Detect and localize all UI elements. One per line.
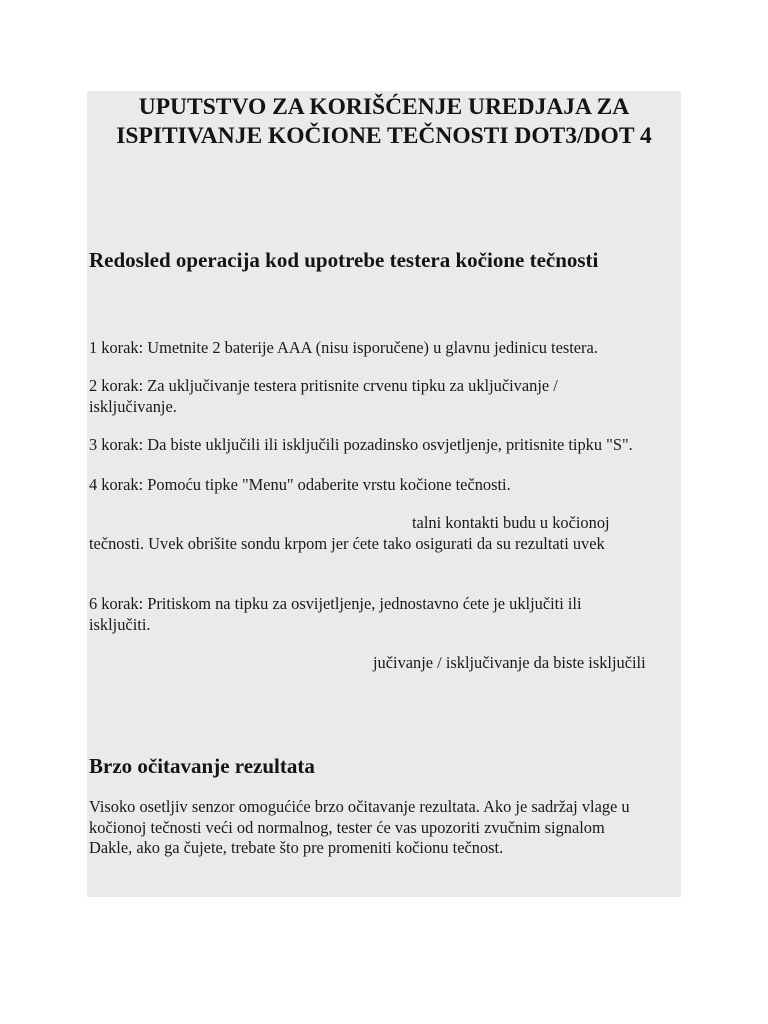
step-3-line-1: 3 korak: Da biste uključili ili isključili pozadinsko osvjetljenje, pritisnite tipku "S". [89,435,633,454]
document-page [87,91,681,897]
step-5-fragment-1: talni kontakti budu u kočionoj [412,513,610,532]
step-6-line-1: 6 korak: Pritiskom na tipku za osvijetljenje, jednostavno ćete je uključiti ili [89,594,582,613]
section-heading-quick-reading: Brzo očitavanje rezultata [89,754,315,778]
step-4 [89,475,511,496]
step-6 [89,594,582,635]
document-title [87,93,681,151]
quick-reading-line-1: Visoko osetljiv senzor omogućiće brzo očitavanje rezultata. Ako je sadržaj vlage u [89,797,630,816]
quick-reading-line-2: kočionoj tečnosti veći od normalnog, tester će vas upozoriti zvučnim signalom [89,817,605,837]
step-5-fragment-2: tečnosti. Uvek obrišite sondu krpom jer ćete tako osigurati da su rezultati uvek [89,534,605,553]
step-6-line-2: isključiti. [89,614,151,634]
step-2 [89,376,558,417]
quick-reading-line-3: Dakle, ako ga čujete, trebate što pre promeniti kočionu tečnost. [89,838,504,857]
step-1 [89,338,598,359]
step-1-line-1: 1 korak: Umetnite 2 baterije AAA (nisu isporučene) u glavnu jedinicu testera. [89,338,598,357]
step-4-line-1: 4 korak: Pomoću tipke "Menu" odaberite vrstu kočione tečnosti. [89,475,511,494]
step-2-line-1: 2 korak: Za uključivanje testera pritisnite crvenu tipku za uključivanje / [89,376,558,395]
section-heading-operations: Redosled operacija kod upotrebe testera kočione tečnosti [89,248,599,272]
step-7-fragment: jučivanje / isključivanje da biste isključili [373,653,646,672]
title-line-1: UPUTSTVO ZA KORIŠĆENJE UREDJAJA ZA [138,94,630,120]
title-line-2: ISPITIVANJE KOČIONE TEČNOSTI DOT3/DOT 4 [116,123,652,149]
quick-reading-paragraph [89,797,630,859]
step-2-line-2: isključivanje. [89,396,177,416]
step-3 [89,435,633,456]
